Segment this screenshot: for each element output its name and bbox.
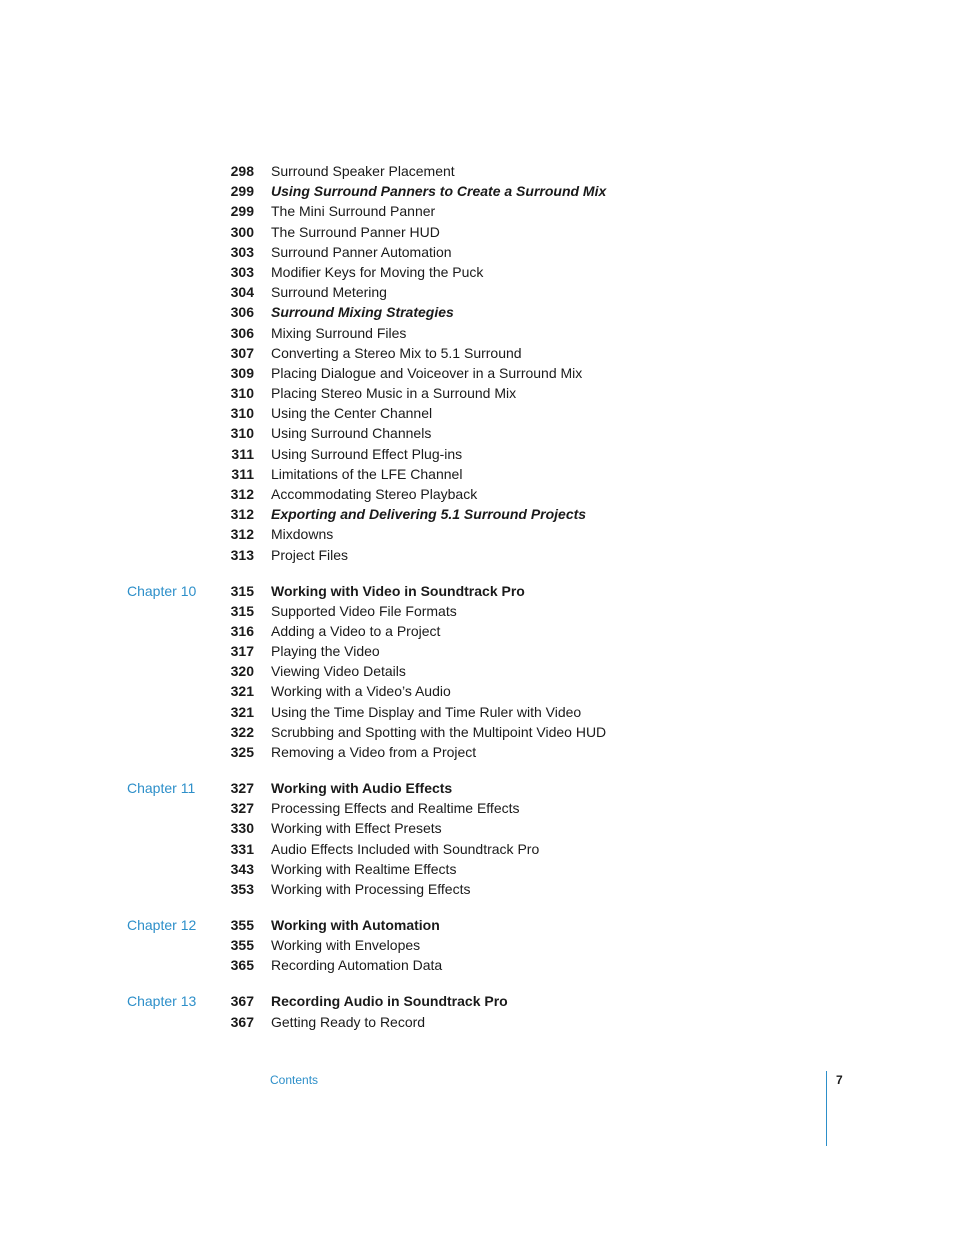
toc-entry-title[interactable]: Using Surround Channels bbox=[271, 425, 432, 442]
chapter-label[interactable]: Chapter 10 bbox=[127, 582, 197, 599]
toc-entry-row[interactable] bbox=[0, 484, 954, 504]
toc-page-number: 327 bbox=[230, 780, 254, 797]
toc-entry-row[interactable] bbox=[0, 383, 954, 403]
toc-page-number: 321 bbox=[230, 683, 254, 700]
toc-entry-row[interactable] bbox=[0, 681, 954, 701]
toc-entry-title[interactable]: Surround Speaker Placement bbox=[271, 163, 455, 179]
toc-page-number: 311 bbox=[231, 465, 254, 482]
toc-page-number: 312 bbox=[230, 486, 254, 502]
toc-entry-title[interactable]: Accommodating Stereo Playback bbox=[271, 486, 478, 502]
toc-entry-title[interactable]: Working with Processing Effects bbox=[271, 880, 471, 897]
toc-entry-row[interactable] bbox=[0, 641, 954, 661]
toc-page-number: 311 bbox=[231, 445, 254, 462]
toc-entry-row[interactable] bbox=[0, 323, 954, 343]
toc-page-number: 355 bbox=[230, 916, 254, 933]
toc-entry-title[interactable]: Project Files bbox=[271, 546, 349, 563]
chapter-title[interactable]: Working with Automation bbox=[271, 916, 440, 933]
toc-page-number: 315 bbox=[230, 582, 254, 599]
toc-entry-row[interactable] bbox=[0, 722, 954, 742]
chapter-title[interactable]: Working with Audio Effects bbox=[271, 780, 453, 797]
toc-entry-title[interactable]: Mixdowns bbox=[271, 526, 334, 543]
toc-page-number: 309 bbox=[230, 364, 254, 381]
toc-page-number: 317 bbox=[230, 643, 254, 660]
toc-entry-title[interactable]: Placing Dialogue and Voiceover in a Surround Mix bbox=[271, 364, 583, 381]
toc-entry-row[interactable] bbox=[0, 181, 954, 201]
toc-entry-row[interactable] bbox=[0, 879, 954, 899]
toc-entry-title[interactable]: Using the Center Channel bbox=[271, 405, 433, 422]
toc-entry-title[interactable]: Using Surround Effect Plug-ins bbox=[271, 445, 463, 462]
toc-entry-title[interactable]: Working with a Video’s Audio bbox=[271, 683, 451, 700]
toc-entry-title[interactable]: Working with Realtime Effects bbox=[271, 860, 457, 877]
toc-page-number: 306 bbox=[230, 324, 254, 341]
toc-entry-title[interactable]: The Surround Panner HUD bbox=[271, 223, 440, 240]
toc-page-number: 303 bbox=[230, 243, 254, 260]
toc-entry-title[interactable]: Getting Ready to Record bbox=[271, 1013, 426, 1030]
toc-page-number: 343 bbox=[230, 860, 254, 877]
toc-page-number: 330 bbox=[230, 820, 254, 837]
toc-entry-row[interactable] bbox=[0, 161, 954, 181]
toc-entry-row[interactable] bbox=[0, 935, 954, 955]
toc-chapter-row[interactable] bbox=[0, 581, 954, 601]
toc-page-number: 325 bbox=[230, 744, 254, 761]
toc-page-number: 322 bbox=[230, 723, 254, 740]
toc-entry-title[interactable]: Mixing Surround Files bbox=[271, 324, 407, 341]
toc-entry-title[interactable]: Working with Envelopes bbox=[271, 937, 421, 954]
toc-entry-row[interactable] bbox=[0, 444, 954, 464]
toc-entry-title[interactable]: Using Surround Panners to Create a Surround Mix bbox=[271, 183, 607, 200]
toc-chapter-row[interactable] bbox=[0, 915, 954, 935]
toc-entry-title[interactable]: Surround Mixing Strategies bbox=[271, 304, 454, 321]
toc-entry-row[interactable] bbox=[0, 702, 954, 722]
toc-chapter-row[interactable] bbox=[0, 778, 954, 798]
toc-entry-title[interactable]: Surround Metering bbox=[271, 284, 387, 301]
toc-entry-row[interactable] bbox=[0, 423, 954, 443]
chapter-label[interactable]: Chapter 13 bbox=[127, 993, 197, 1010]
toc-entry-title[interactable]: Limitations of the LFE Channel bbox=[271, 465, 463, 482]
toc-page-number: 307 bbox=[230, 344, 254, 361]
toc-page-number: 310 bbox=[230, 425, 254, 442]
toc-entry-row[interactable] bbox=[0, 661, 954, 681]
toc-page-number: 306 bbox=[230, 304, 254, 321]
toc-entry-row[interactable] bbox=[0, 524, 954, 544]
toc-entry-row[interactable] bbox=[0, 282, 954, 302]
toc-entry-row[interactable] bbox=[0, 403, 954, 423]
toc-page-number: 355 bbox=[230, 937, 254, 954]
toc-entry-title[interactable]: Working with Effect Presets bbox=[271, 820, 442, 837]
toc-entry-row[interactable] bbox=[0, 839, 954, 859]
toc-entry-title[interactable]: Viewing Video Details bbox=[271, 663, 406, 680]
toc-entry-title[interactable]: Processing Effects and Realtime Effects bbox=[271, 800, 520, 817]
toc-entry-row[interactable] bbox=[0, 545, 954, 565]
toc-entry-row[interactable] bbox=[0, 798, 954, 818]
chapter-label[interactable]: Chapter 11 bbox=[127, 780, 196, 797]
toc-entry-title[interactable]: Placing Stereo Music in a Surround Mix bbox=[271, 385, 517, 402]
toc-entry-title[interactable]: Exporting and Delivering 5.1 Surround Projects bbox=[271, 506, 587, 523]
footer-page-number: 7 bbox=[836, 1073, 843, 1087]
toc-page-number: 320 bbox=[230, 663, 254, 680]
chapter-title[interactable]: Working with Video in Soundtrack Pro bbox=[271, 582, 525, 599]
toc-entry-title[interactable]: Modifier Keys for Moving the Puck bbox=[271, 263, 484, 280]
toc-entry-row[interactable] bbox=[0, 504, 954, 524]
toc-entry-title[interactable]: Scrubbing and Spotting with the Multipoint Video HUD bbox=[271, 723, 607, 740]
toc-entry-row[interactable] bbox=[0, 302, 954, 322]
chapter-title[interactable]: Recording Audio in Soundtrack Pro bbox=[271, 993, 508, 1010]
toc-entry-title[interactable]: Converting a Stereo Mix to 5.1 Surround bbox=[271, 344, 522, 361]
toc-entry-title[interactable]: Removing a Video from a Project bbox=[271, 744, 477, 761]
footer-section-label[interactable]: Contents bbox=[270, 1073, 319, 1087]
toc-page-number: 312 bbox=[230, 526, 254, 543]
toc-page-number: 303 bbox=[230, 263, 254, 280]
toc-entry-title[interactable]: Supported Video File Formats bbox=[271, 602, 457, 619]
footer-divider bbox=[826, 1071, 827, 1146]
toc-entry-row[interactable] bbox=[0, 955, 954, 975]
toc-page-number: 313 bbox=[230, 546, 254, 563]
toc-entry-row[interactable] bbox=[0, 262, 954, 282]
chapter-label[interactable]: Chapter 12 bbox=[127, 916, 197, 933]
toc-entry-row[interactable] bbox=[0, 621, 954, 641]
toc-page-number: 316 bbox=[230, 622, 254, 639]
toc-page-number: 353 bbox=[230, 880, 254, 897]
toc-page-number: 321 bbox=[230, 703, 254, 720]
toc-entry-title[interactable]: Recording Automation Data bbox=[271, 957, 443, 974]
toc-page-number: 299 bbox=[230, 203, 254, 220]
toc-entry-row[interactable] bbox=[0, 343, 954, 363]
toc-page-number: 310 bbox=[230, 385, 254, 402]
toc-entry-title[interactable]: Using the Time Display and Time Ruler with Video bbox=[271, 703, 582, 720]
toc-page-number: 310 bbox=[230, 405, 254, 422]
toc-entry-row[interactable] bbox=[0, 859, 954, 879]
toc-page-number: 304 bbox=[230, 284, 254, 301]
toc-entry-row[interactable] bbox=[0, 242, 954, 262]
toc-page-number: 365 bbox=[230, 957, 254, 974]
toc-page-number: 300 bbox=[230, 223, 254, 240]
toc-entry-row[interactable] bbox=[0, 818, 954, 838]
toc-entry-row[interactable] bbox=[0, 363, 954, 383]
toc-entry-title[interactable]: Audio Effects Included with Soundtrack Pro bbox=[271, 840, 540, 857]
toc-entry-row[interactable] bbox=[0, 464, 954, 484]
toc-entry-title[interactable]: Surround Panner Automation bbox=[271, 243, 452, 260]
toc-page-number: 367 bbox=[230, 1013, 254, 1030]
toc-page-number: 312 bbox=[230, 506, 254, 523]
table-of-contents bbox=[0, 161, 954, 1032]
toc-entry-row[interactable] bbox=[0, 201, 954, 221]
toc-page-number: 331 bbox=[230, 840, 254, 857]
toc-entry-row[interactable] bbox=[0, 742, 954, 762]
toc-entry-title[interactable]: Playing the Video bbox=[271, 643, 380, 660]
toc-page-number: 327 bbox=[230, 800, 254, 817]
toc-entry-row[interactable] bbox=[0, 1012, 954, 1032]
toc-entry-row[interactable] bbox=[0, 601, 954, 621]
toc-page-number: 298 bbox=[230, 163, 254, 179]
toc-page-number: 315 bbox=[230, 602, 254, 619]
toc-entry-row[interactable] bbox=[0, 222, 954, 242]
toc-entry-title[interactable]: Adding a Video to a Project bbox=[271, 622, 441, 639]
toc-page-number: 367 bbox=[230, 993, 254, 1010]
toc-entry-title[interactable]: The Mini Surround Panner bbox=[271, 203, 436, 220]
toc-chapter-row[interactable] bbox=[0, 991, 954, 1011]
toc-page-number: 299 bbox=[230, 183, 254, 200]
